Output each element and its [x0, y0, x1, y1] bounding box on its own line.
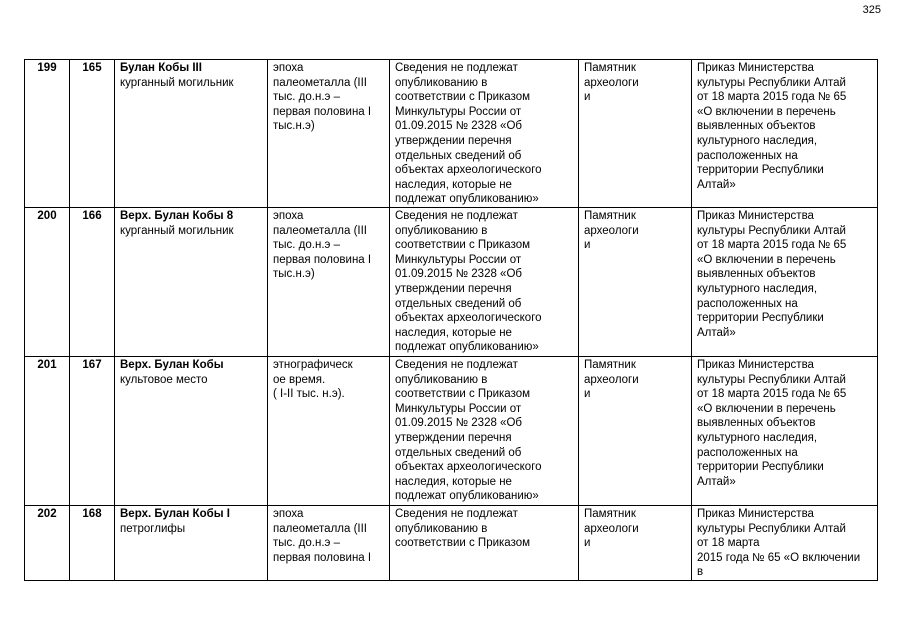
document-cell — [692, 357, 878, 506]
object-type: культовое место — [120, 373, 208, 386]
protection-document: Приказ Министерства культуры Республики Алтай от 18 марта 2015 года № 65 «О включении в перечень выявленных объектов культурного наследия, расположенных на территории Республики Алтай» — [697, 62, 847, 191]
object-category: Памятник археологи и — [584, 508, 639, 550]
registry-table — [24, 59, 878, 581]
protection-document: Приказ Министерства культуры Республики Алтай от 18 марта 2015 года № 65 «О включении в — [697, 508, 861, 579]
object-type: курганный могильник — [120, 76, 234, 89]
object-id: 168 — [70, 506, 115, 581]
document-cell — [692, 506, 878, 581]
category-cell — [579, 208, 692, 357]
category-cell — [579, 60, 692, 208]
table-row — [25, 357, 878, 506]
object-dating: эпоха палеометалла (III тыс. до.н.э – первая половина I тыс.н.э) — [273, 210, 372, 281]
object-name: Булан Кобы III — [120, 62, 202, 74]
table-row — [25, 60, 878, 208]
dating-cell — [268, 208, 390, 357]
object-id: 165 — [70, 60, 115, 208]
dating-cell — [268, 60, 390, 208]
info-cell — [390, 357, 579, 506]
object-cell — [115, 208, 268, 357]
row-number: 200 — [25, 208, 70, 357]
row-number: 201 — [25, 357, 70, 506]
object-name: Верх. Булан Кобы I — [120, 508, 230, 520]
info-cell — [390, 506, 579, 581]
object-category: Памятник археологи и — [584, 359, 639, 401]
object-type: курганный могильник — [120, 224, 234, 237]
object-dating: эпоха палеометалла (III тыс. до.н.э – первая половина I тыс.н.э) — [273, 62, 372, 133]
info-cell — [390, 60, 579, 208]
object-type: петроглифы — [120, 522, 186, 535]
object-cell — [115, 357, 268, 506]
document-cell — [692, 208, 878, 357]
object-name: Верх. Булан Кобы — [120, 359, 224, 371]
object-dating: эпоха палеометалла (III тыс. до.н.э – первая половина I — [273, 508, 372, 564]
dating-cell — [268, 506, 390, 581]
document-cell — [692, 60, 878, 208]
object-location-info: Сведения не подлежат опубликованию в соответствии с Приказом Минкультуры России от 01.09.2015 № 2328 «Об утверждении перечня отдельных сведений об объектах археологического наследия, которые не подлежат опубликованию» — [395, 359, 542, 503]
object-id: 166 — [70, 208, 115, 357]
row-number: 199 — [25, 60, 70, 208]
object-id: 167 — [70, 357, 115, 506]
object-dating: этнографическ ое время. ( I-II тыс. н.э). — [273, 359, 353, 401]
table-row — [25, 208, 878, 357]
page-number: 325 — [862, 4, 881, 16]
object-cell — [115, 60, 268, 208]
category-cell — [579, 506, 692, 581]
object-location-info: Сведения не подлежат опубликованию в соответствии с Приказом Минкультуры России от 01.09.2015 № 2328 «Об утверждении перечня отдельных сведений об объектах археологического наследия, которые не подлежат опубликованию» — [395, 210, 542, 354]
category-cell — [579, 357, 692, 506]
object-location-info: Сведения не подлежат опубликованию в соответствии с Приказом — [395, 508, 531, 550]
protection-document: Приказ Министерства культуры Республики Алтай от 18 марта 2015 года № 65 «О включении в перечень выявленных объектов культурного наследия, расположенных на территории Республики Алтай» — [697, 210, 847, 339]
object-location-info: Сведения не подлежат опубликованию в соответствии с Приказом Минкультуры России от 01.09.2015 № 2328 «Об утверждении перечня отдельных сведений об объектах археологического наследия, которые не подлежат опубликованию» — [395, 62, 542, 206]
object-cell — [115, 506, 268, 581]
row-number: 202 — [25, 506, 70, 581]
info-cell — [390, 208, 579, 357]
dating-cell — [268, 357, 390, 506]
object-category: Памятник археологи и — [584, 62, 639, 104]
object-category: Памятник археологи и — [584, 210, 639, 252]
table-row — [25, 506, 878, 581]
object-name: Верх. Булан Кобы 8 — [120, 210, 234, 222]
protection-document: Приказ Министерства культуры Республики Алтай от 18 марта 2015 года № 65 «О включении в перечень выявленных объектов культурного наследия, расположенных на территории Республики Алтай» — [697, 359, 847, 488]
